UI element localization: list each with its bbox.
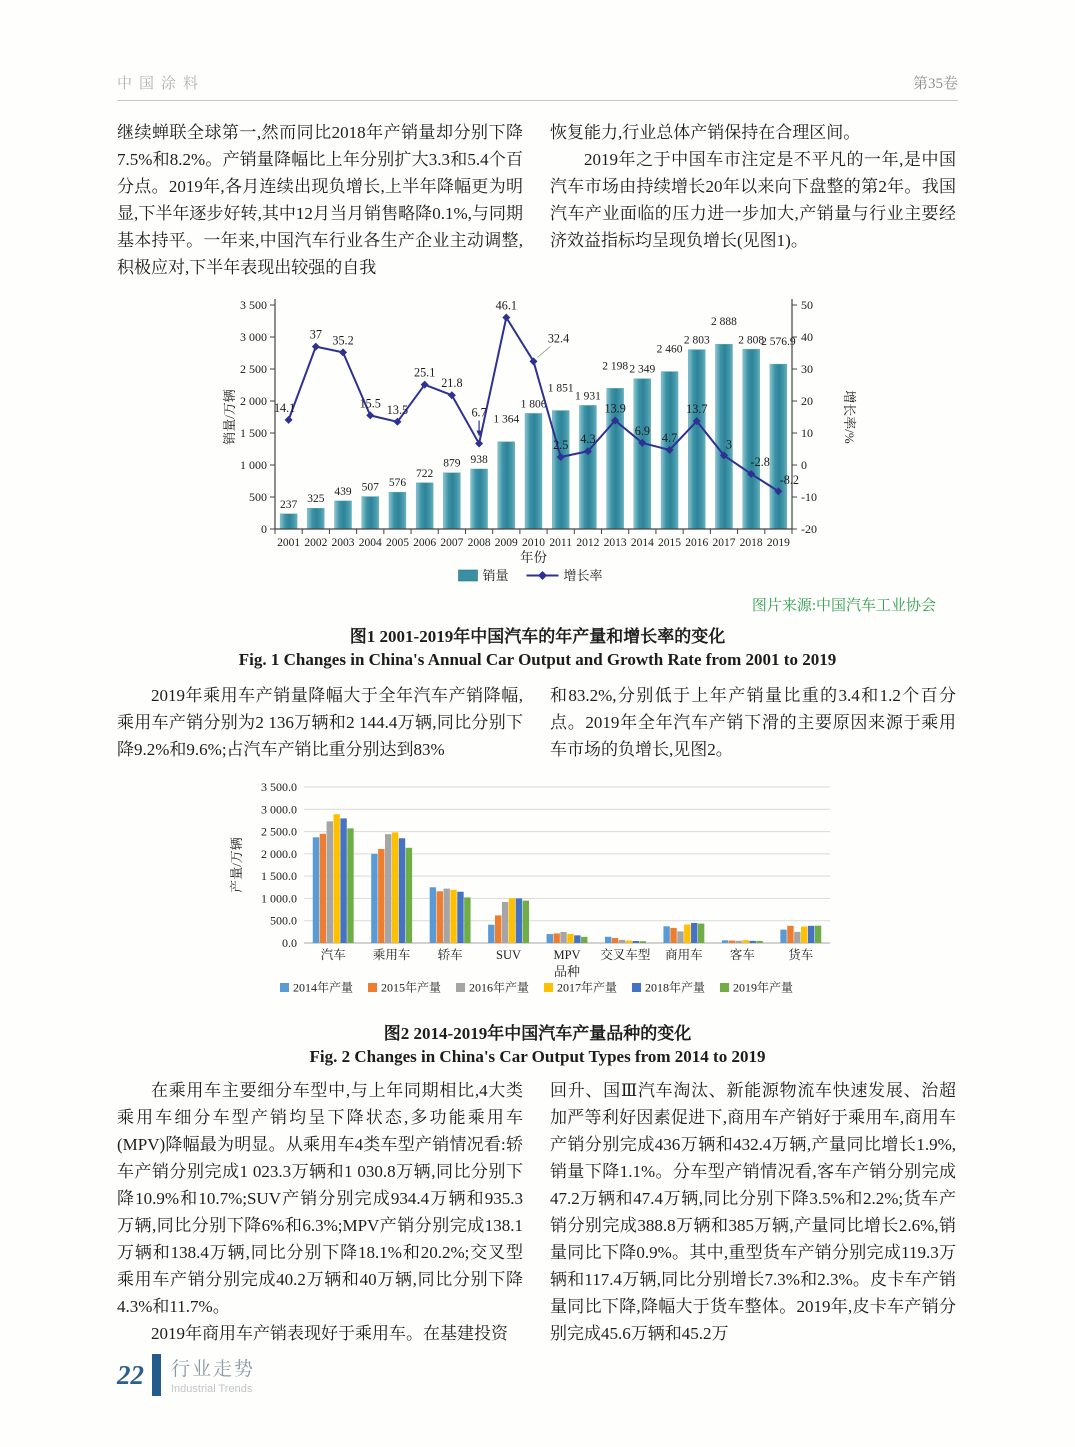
svg-text:1 000.0: 1 000.0 bbox=[260, 891, 297, 906]
svg-text:MPV: MPV bbox=[552, 948, 581, 962]
svg-text:576: 576 bbox=[388, 477, 406, 490]
svg-text:2017: 2017 bbox=[711, 537, 735, 549]
svg-text:2014年产量: 2014年产量 bbox=[292, 980, 353, 995]
svg-text:2013: 2013 bbox=[603, 537, 627, 549]
svg-text:2016: 2016 bbox=[684, 537, 708, 549]
svg-text:1 500: 1 500 bbox=[239, 426, 267, 440]
svg-text:-10: -10 bbox=[800, 490, 817, 504]
svg-text:2 500.0: 2 500.0 bbox=[260, 824, 297, 839]
svg-text:2004: 2004 bbox=[358, 537, 382, 549]
svg-text:-2.8: -2.8 bbox=[750, 454, 770, 469]
svg-text:2 460: 2 460 bbox=[656, 343, 682, 356]
svg-text:25.1: 25.1 bbox=[413, 365, 435, 380]
svg-text:879: 879 bbox=[442, 457, 460, 470]
svg-text:货车: 货车 bbox=[787, 948, 813, 962]
svg-text:3: 3 bbox=[725, 437, 732, 452]
svg-text:2 803: 2 803 bbox=[683, 334, 710, 347]
svg-text:销量: 销量 bbox=[482, 568, 509, 583]
svg-text:-8.2: -8.2 bbox=[779, 473, 799, 488]
svg-text:2 000.0: 2 000.0 bbox=[260, 846, 297, 861]
svg-text:500.0: 500.0 bbox=[269, 913, 297, 928]
svg-text:2019年产量: 2019年产量 bbox=[732, 980, 793, 995]
svg-text:2 198: 2 198 bbox=[601, 360, 628, 373]
svg-text:2010: 2010 bbox=[521, 537, 545, 549]
svg-text:50: 50 bbox=[800, 298, 813, 312]
figure2-caption-zh: 图2 2014-2019年中国汽车产量品种的变化 bbox=[383, 1024, 692, 1043]
svg-text:1 851: 1 851 bbox=[547, 382, 574, 395]
svg-text:21.8: 21.8 bbox=[440, 376, 463, 391]
svg-text:2 500: 2 500 bbox=[239, 362, 267, 376]
svg-text:13.9: 13.9 bbox=[603, 401, 626, 416]
svg-text:0: 0 bbox=[800, 458, 807, 472]
svg-text:3 000: 3 000 bbox=[239, 330, 267, 344]
svg-text:46.1: 46.1 bbox=[495, 298, 517, 313]
svg-text:2006: 2006 bbox=[412, 537, 436, 549]
svg-text:2007: 2007 bbox=[439, 537, 463, 549]
figure1-caption-zh: 图1 2001-2019年中国汽车的年产量和增长率的变化 bbox=[349, 627, 726, 646]
svg-text:2019: 2019 bbox=[766, 537, 790, 549]
svg-text:6.9: 6.9 bbox=[634, 423, 650, 438]
svg-text:销量/万辆: 销量/万辆 bbox=[221, 389, 237, 445]
article-paragraph: 回升、国Ⅲ汽车淘汰、新能源物流车快速发展、治超加严等利好因素促进下,商用车产销好于乘用车,商用车产销分别完成436万辆和432.4万辆,产量同比增长1.9%,销量下降1.1%。分车型产销情况看,客车产销分别完成47.2万辆和47.4万辆,同比分别下降3.5%和2.2%;货车产销分别完成388.8万辆和385万辆,产量同比增长2.6%,销量同比下降0.9%。其中,重型货车产销分别完成119.3万辆和117.4万辆,同比分别增长7.3%和2.3%。皮卡车产销量同比下降,降幅大于货车整体。2019年,皮卡车产销分别完成45.6万辆和45.2万 bbox=[550, 1081, 956, 1343]
article-paragraph: 在乘用车主要细分车型中,与上年同期相比,4大类乘用车细分车型产销均呈下降状态,多功能乘用车(MPV)降幅最为明显。从乘用车4类车型产销情况看:轿车产销分别完成1 023.3万辆和1 030.8万辆,同比分别下降10.9%和10.7%;SUV产销分别完成934.4万辆和935.3万辆,同比分别下降6%和6.3%;MPV产销分别完成138.1万辆和138.4万辆,同比分别下降18.1%和20.2%;交叉型乘用车产销分别完成40.2万辆和40万辆,同比分别下降4.3%和11.7%。 bbox=[117, 1081, 523, 1316]
svg-text:20: 20 bbox=[800, 394, 813, 408]
svg-text:1 364: 1 364 bbox=[492, 413, 519, 426]
svg-text:2014: 2014 bbox=[630, 537, 654, 549]
svg-text:汽车: 汽车 bbox=[320, 948, 346, 962]
svg-text:1 000: 1 000 bbox=[239, 458, 267, 472]
svg-text:SUV: SUV bbox=[495, 948, 521, 962]
figure2-chart bbox=[228, 777, 848, 1007]
svg-text:4.7: 4.7 bbox=[661, 430, 677, 445]
svg-text:2012: 2012 bbox=[575, 537, 599, 549]
volume-label: 第35卷 bbox=[912, 76, 958, 92]
svg-text:2 576.9: 2 576.9 bbox=[760, 336, 796, 349]
svg-text:3 500.0: 3 500.0 bbox=[260, 780, 297, 794]
svg-text:3 000.0: 3 000.0 bbox=[260, 802, 297, 817]
text-section-2 bbox=[117, 682, 958, 763]
svg-text:722: 722 bbox=[415, 467, 433, 480]
svg-text:439: 439 bbox=[333, 485, 352, 498]
svg-text:增长率: 增长率 bbox=[563, 568, 603, 583]
svg-text:2015: 2015 bbox=[657, 537, 681, 549]
svg-text:2015年产量: 2015年产量 bbox=[380, 980, 441, 995]
svg-text:2 349: 2 349 bbox=[628, 363, 655, 376]
svg-text:交叉车型: 交叉车型 bbox=[599, 948, 650, 962]
svg-text:10: 10 bbox=[800, 426, 813, 440]
page-footer bbox=[117, 1354, 255, 1396]
svg-text:4.3: 4.3 bbox=[579, 432, 596, 447]
article-column bbox=[117, 1077, 523, 1347]
footer-section bbox=[171, 1354, 255, 1395]
footer-section-title: 行业走势 bbox=[171, 1359, 256, 1380]
footer-accent-bar bbox=[152, 1354, 161, 1396]
svg-text:2016年产量: 2016年产量 bbox=[468, 980, 529, 995]
svg-text:0.0: 0.0 bbox=[281, 936, 297, 950]
svg-text:增长率/%: 增长率/% bbox=[841, 390, 857, 444]
article-column bbox=[550, 119, 956, 281]
svg-text:15.5: 15.5 bbox=[359, 396, 381, 411]
svg-text:237: 237 bbox=[279, 498, 297, 511]
text-section-3 bbox=[117, 1077, 958, 1347]
svg-text:品种: 品种 bbox=[553, 964, 580, 979]
text-section-1 bbox=[117, 119, 958, 281]
svg-text:2005: 2005 bbox=[385, 537, 409, 549]
svg-text:3 500: 3 500 bbox=[239, 298, 267, 312]
article-paragraph: 和83.2%,分别低于上年产销量比重的3.4和1.2个百分点。2019年全年汽车产销下滑的主要原因来源于乘用车市场的负增长,见图2。 bbox=[550, 686, 956, 759]
svg-text:325: 325 bbox=[306, 493, 324, 506]
svg-text:2017年产量: 2017年产量 bbox=[556, 980, 617, 995]
svg-text:产量/万辆: 产量/万辆 bbox=[228, 837, 244, 893]
figure1-chart bbox=[218, 291, 858, 591]
svg-text:2003: 2003 bbox=[331, 537, 355, 549]
svg-text:-20: -20 bbox=[800, 522, 817, 536]
svg-text:30: 30 bbox=[800, 362, 813, 376]
article-paragraph: 恢复能力,行业总体产销保持在合理区间。 bbox=[550, 123, 861, 142]
svg-text:2 888: 2 888 bbox=[710, 316, 737, 329]
article-paragraph: 2019年商用车产销表现好于乘用车。在基建投资 bbox=[151, 1324, 508, 1343]
svg-text:2002: 2002 bbox=[303, 537, 327, 549]
svg-text:1 500.0: 1 500.0 bbox=[260, 869, 297, 884]
figure1-caption-en: Fig. 1 Changes in China's Annual Car Output and Growth Rate from 2001 to 2019 bbox=[238, 650, 837, 669]
svg-text:6.7: 6.7 bbox=[470, 405, 487, 420]
journal-title: 中国涂料 bbox=[117, 75, 206, 92]
article-paragraph: 2019年乘用车产销量降幅大于全年汽车产销降幅,乘用车产销分别为2 136万辆和2 144.4万辆,同比分别下降9.2%和9.6%;占汽车产销比重分别达到83% bbox=[117, 686, 523, 759]
svg-text:2001: 2001 bbox=[276, 537, 300, 549]
svg-text:13.5: 13.5 bbox=[386, 402, 408, 417]
figure-1 bbox=[117, 291, 958, 670]
svg-text:2018: 2018 bbox=[739, 537, 763, 549]
svg-text:938: 938 bbox=[469, 453, 488, 466]
svg-text:2018年产量: 2018年产量 bbox=[644, 980, 705, 995]
svg-text:1 931: 1 931 bbox=[574, 390, 601, 403]
svg-text:2011: 2011 bbox=[548, 537, 572, 549]
svg-text:客车: 客车 bbox=[729, 948, 755, 962]
svg-text:32.4: 32.4 bbox=[547, 331, 569, 346]
svg-text:轿车: 轿车 bbox=[437, 948, 463, 962]
svg-text:2.5: 2.5 bbox=[552, 438, 568, 452]
svg-text:商用车: 商用车 bbox=[664, 948, 703, 962]
figure-2 bbox=[117, 777, 958, 1067]
svg-text:年份: 年份 bbox=[519, 550, 547, 565]
svg-text:0: 0 bbox=[260, 522, 267, 536]
svg-text:37: 37 bbox=[309, 327, 322, 342]
svg-text:14.1: 14.1 bbox=[273, 400, 295, 415]
svg-text:2 808: 2 808 bbox=[737, 334, 764, 347]
footer-page-number: 22 bbox=[117, 1360, 144, 1390]
footer-section-subtitle: Industrial Trends bbox=[171, 1383, 253, 1395]
article-paragraph: 2019年之于中国车市注定是不平凡的一年,是中国汽车市场由持续增长20年以来向下盘整的第2年。我国汽车产业面临的压力进一步加大,产销量与行业主要经济效益指标均呈现负增长(见图1)。 bbox=[550, 150, 956, 250]
svg-text:乘用车: 乘用车 bbox=[372, 948, 410, 962]
svg-text:507: 507 bbox=[361, 481, 379, 494]
svg-text:500: 500 bbox=[248, 490, 267, 504]
svg-text:1 806: 1 806 bbox=[520, 398, 546, 411]
svg-text:13.7: 13.7 bbox=[685, 402, 707, 417]
svg-text:40: 40 bbox=[800, 330, 813, 344]
figure1-source: 图片来源:中国汽车工业协会 bbox=[751, 598, 936, 614]
svg-text:2009: 2009 bbox=[494, 537, 518, 549]
svg-text:2008: 2008 bbox=[467, 537, 491, 549]
figure2-caption-en: Fig. 2 Changes in China's Car Output Types from 2014 to 2019 bbox=[309, 1047, 766, 1066]
svg-text:35.2: 35.2 bbox=[331, 333, 354, 348]
svg-text:2 000: 2 000 bbox=[239, 394, 267, 408]
page-header bbox=[117, 0, 958, 101]
article-paragraph: 继续蝉联全球第一,然而同比2018年产销量却分别下降7.5%和8.2%。产销量降幅比上年分别扩大3.3和5.4个百分点。2019年,各月连续出现负增长,上半年降幅更为明显,下半年逐步好转,其中12月当月销售略降0.1%,与同期基本持平。一年来,中国汽车行业各生产企业主动调整,积极应对,下半年表现出较强的自我 bbox=[117, 123, 523, 277]
